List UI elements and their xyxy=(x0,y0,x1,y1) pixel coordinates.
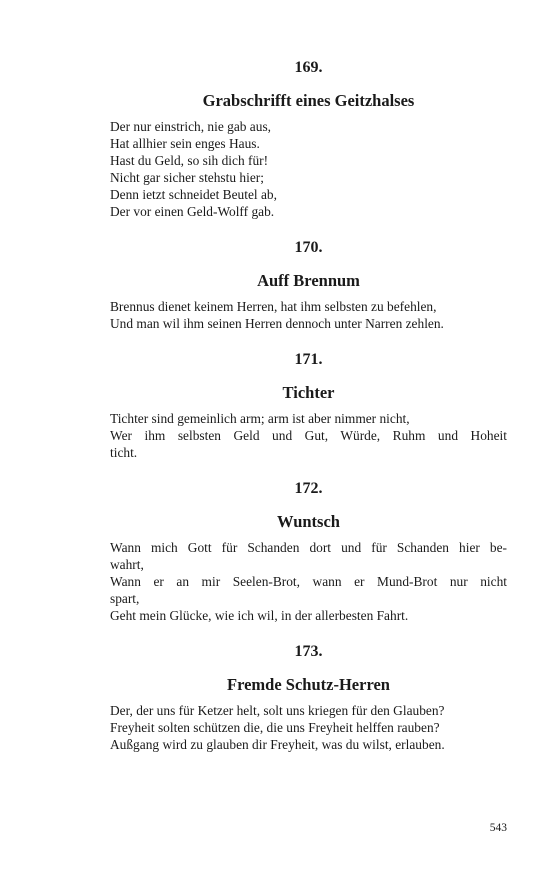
page-number: 543 xyxy=(489,822,507,834)
verse-line: Denn ietzt schneidet Beutel ab, xyxy=(110,187,277,202)
poem-171 xyxy=(110,350,507,461)
verse-line: spart, xyxy=(110,591,140,606)
verse-line: Hast du Geld, so sih dich für! xyxy=(110,153,269,168)
poem-number: 172. xyxy=(294,480,323,497)
poem-title: Fremde Schutz-Herren xyxy=(227,675,390,694)
spacer xyxy=(110,332,507,350)
spacer xyxy=(110,624,507,642)
verse-line: wahrt, xyxy=(110,557,144,572)
verse-line: Der nur einstrich, nie gab aus, xyxy=(110,119,272,134)
poem-172 xyxy=(110,479,507,624)
verse-line: Tichter sind gemeinlich arm; arm ist aber nimmer nicht, xyxy=(110,411,410,426)
verse-line: Und man wil ihm seinen Herren dennoch unter Narren zehlen. xyxy=(110,316,444,331)
poem-169 xyxy=(110,58,507,220)
verse-line: Nicht gar sicher stehstu hier; xyxy=(110,170,264,185)
poem-text xyxy=(110,298,507,332)
verse-line: Freyheit solten schützen die, die uns Freyheit helffen rauben? xyxy=(110,720,440,735)
verse-line: Hat allhier sein enges Haus. xyxy=(110,136,260,151)
poem-173 xyxy=(110,642,507,753)
spacer xyxy=(110,220,507,238)
verse-line: Brennus dienet keinem Herren, hat ihm selbsten zu befehlen, xyxy=(110,299,437,314)
verse-line: Wann mich Gott für Schanden dort und für Schanden hier be- xyxy=(110,540,507,555)
page-body xyxy=(110,58,507,753)
spacer xyxy=(110,461,507,479)
poem-title: Tichter xyxy=(282,383,335,402)
verse-line: Außgang wird zu glauben dir Freyheit, was du wilst, erlauben. xyxy=(110,737,445,752)
poem-title: Wuntsch xyxy=(277,512,340,531)
verse-line: ticht. xyxy=(110,445,138,460)
poem-number: 171. xyxy=(294,351,323,368)
poem-text xyxy=(110,118,507,220)
verse-line: Wann er an mir Seelen-Brot, wann er Mund-Brot nur nicht xyxy=(110,574,507,589)
verse-line: Der vor einen Geld-Wolff gab. xyxy=(110,204,275,219)
poem-text xyxy=(110,410,507,461)
verse-line: Geht mein Glücke, wie ich wil, in der allerbesten Fahrt. xyxy=(110,608,409,623)
poem-title: Grabschrifft eines Geitzhalses xyxy=(202,91,415,110)
poem-title: Auff Brennum xyxy=(257,271,360,290)
poem-number: 169. xyxy=(294,59,323,76)
poem-number: 173. xyxy=(294,643,323,660)
poem-text xyxy=(110,702,507,753)
poem-170 xyxy=(110,238,507,332)
verse-line: Der, der uns für Ketzer helt, solt uns kriegen für den Glauben? xyxy=(110,703,445,718)
verse-line: Wer ihm selbsten Geld und Gut, Würde, Ruhm und Hoheit xyxy=(110,428,507,443)
poem-text xyxy=(110,539,507,624)
poem-number: 170. xyxy=(294,239,323,256)
